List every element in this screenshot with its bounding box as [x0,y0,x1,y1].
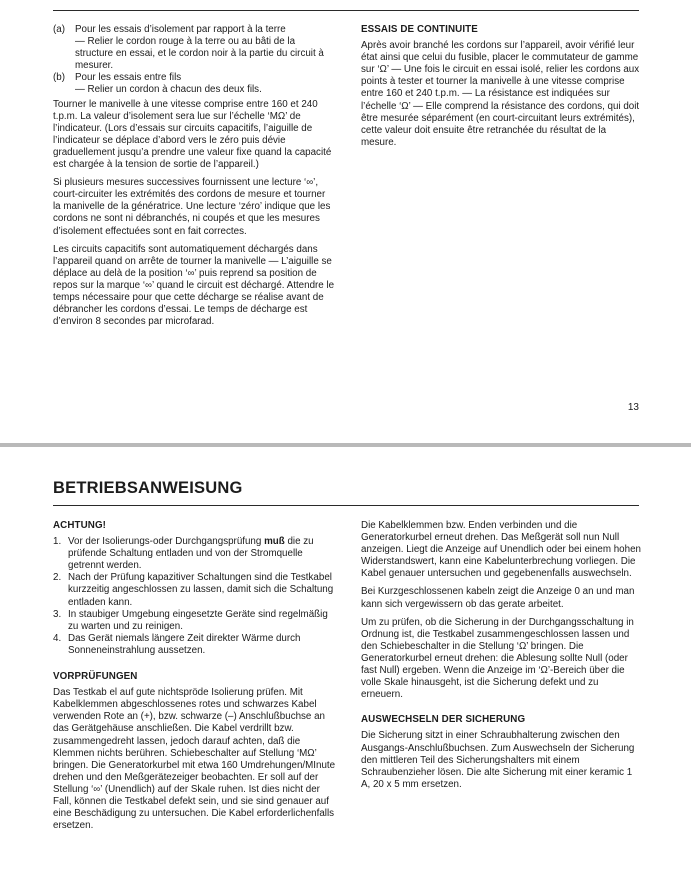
achtung-item [53,536,337,572]
continuity-heading: ESSAIS DE CONTINUITE [361,24,478,35]
page-13 [0,0,691,443]
item-a-text: Pour les essais d’isolement par rapport à la terre [75,24,286,35]
vorpruefungen-heading: VORPRÜFUNGEN [53,671,138,683]
achtung-item-text: In staubiger Umgebung eingesetzte Geräte sind regelmäßig zu warten und zu reinigen. [68,608,328,632]
page-title: BETRIEBSANWEISUNG [53,479,243,497]
paragraph-short-circuit: Bei Kurzgeschlossenen kabeln zeigt die Anzeige 0 an und man kann sich vergewissern ob das gerate arbeitet. [361,586,635,610]
achtung-item-number: 2. [53,572,62,584]
achtung-item [53,609,337,633]
operating-instructions-page [0,447,691,888]
paragraph-cable-check: Die Kabelklemmen bzw. Enden verbinden und die Generatorkurbel erneut drehen. Das Meßgerät soll nun Null anzeigen. Liegt die Anzeige auf Unendlich oder bei einem hohen Widerstandswert, kann eine Kabelunterbrechung vorliegen. Die Kabel genauer untersuchen und gegebenenfalls auswechseln. [361,520,641,580]
title-rule [53,505,639,506]
item-a-marker: (a) [53,24,65,35]
sicherung-heading: AUSWECHSELN DER SICHERUNG [361,714,526,726]
achtung-item-text: Das Gerät niemals längere Zeit direkter Wärme durch Sonneneinstrahlung aussetzen. [68,632,301,656]
item-b-sub: — Relier un cordon à chacun des deux fils. [75,84,262,96]
achtung-item-emphasis: muß [264,536,285,548]
top-rule [53,10,639,11]
paragraph-infinity-reading: Si plusieurs mesures successives fournissent une lecture ‘∞’, court-circuiter les extrémités des cordons de mesure et tourner la manivelle de la génératrice. Une lecture ‘zéro’ indique que les cordons ne sont ni débranchés, ni coupés et que les mesures d’isolement effectuées sont en fait correctes. [53,177,331,237]
paragraph-fuse-check: Um zu prüfen, ob die Sicherung in der Durchgangsschaltung in Ordnung ist, die Testkabel zusammengeschlossen lassen und den Schiebeschalter in die Stellung ‘Ω’ bringen. Die Generatorkurbel erneut drehen: die Ablesung sollte Null (oder fast Null) ergeben. Wenn die Anzeige im ‘Ω’-Bereich über die volle Skale hinausgeht, ist die Sicherung defekt und zu erneuern. [361,616,634,701]
paragraph-capacitive-discharge: Les circuits capacitifs sont automatiquement déchargés dans l’appareil quand on arrête de tourner la manivelle — L’aiguille se déplace au delà de la position ‘∞’ puis reprend sa position de repos sur la marque ‘∞’ quand le circuit est déchargé. Attendre le temps nécessaire pour que cette décharge se réalise avant de débrancher les cordons d’essai. Le temps de décharge est d’environ 8 secondes par microfarad. [53,243,335,328]
achtung-item-number: 3. [53,608,62,620]
paragraph-vorpruefungen: Das Testkab el auf gute nichtspröde Isolierung prüfen. Mit Kabelklemmen abgeschlossenes rotes und schwarzes Kabel verwenden Rote an (+), bzw. schwarze (–) Anschlußbuchse an das Gerätgehäuse anschließen. Die Kabel verdrillt bzw. zusammengedreht lassen, jedoch darauf achten, daß die Klemmen nichts berühren. Schiebeschalter auf Stellung ‘MΩ’ bringen. Die Generatorkurbel mit etwa 160 Umdrehungen/MInute drehen und den Meßgerätezeiger beobachten. Er soll auf der Stellung ‘∞’ (Unendlich) auf der Skale ruhen. Ist dies nicht der Fall, können die Testkabel defekt sein, und sie sind genauer auf eine Beschädigung zu untersuchen. Die Kabel erforderlichenfalls ersetzen. [53,687,336,832]
right-column-fr [361,24,641,155]
achtung-item-text: Vor der Isolierungs-oder Durchgangsprüfung muß die zu prüfende Schaltung entladen und von der Stromquelle getrennt werden. [68,536,314,572]
achtung-item [53,633,337,657]
achtung-item-number: 4. [53,632,62,644]
item-a-sub: — Relier le cordon rouge à la terre ou au bâti de la structure en essai, et le cordon noir à la partie du circuit à mesurer. [75,36,324,72]
item-b-text: Pour les essais entre fils [75,72,182,84]
list-item-b [53,72,335,96]
paragraph-insulation-reading: Tourner le manivelle à une vitesse comprise entre 160 et 240 t.p.m. La valeur d’isolement sera lue sur l’échelle ‘MΩ’ de l’indicateur. (Lors d’essais sur circuits capacitifs, l’aiguille de l’indicateur se déplace d’abord vers le zéro puis dévie graduellement jusqu’a prendre une valeur fixe quand la capacité est chargée à la tension de sortie de l’appareil.) [53,98,332,171]
achtung-item-number: 1. [53,536,62,548]
paragraph-sicherung: Die Sicherung sitzt in einer Schraubhalterung zwischen den Ausgangs-Anschlußbuchsen. Zum Auswechseln der Sicherung den mittleren Teil des Sicherungshalters mit einem Schraubenzieher lösen. Die alte Sicherung mit einer keramic 1 A, 20 x 5 mm ersetzen. [361,730,635,790]
left-column-fr [53,24,335,334]
achtung-item-text: Nach der Prüfung kapazitiver Schaltungen sind die Testkabel kurzzeitig angeschlossen zu lassen, damit sich die Schaltung entladen kann. [68,572,334,608]
left-column-de [53,520,337,838]
achtung-item [53,572,337,608]
achtung-heading: ACHTUNG! [53,520,107,531]
page-number: 13 [627,402,639,413]
list-item-a [53,24,335,72]
right-column-de [361,520,643,797]
item-b-marker: (b) [53,72,65,84]
paragraph-continuity: Après avoir branché les cordons sur l’appareil, avoir vérifié leur état ainsi que celui du fusible, placer le commutateur de gamme sur ‘Ω’ — Une fois le circuit en essai isolé, relier les cordons aux points à tester et tourner la manivelle à une vitesse comprise entre 160 et 240 t.p.m. — La résistance est indiquées sur l’échelle ‘Ω’ — Elle comprend la résistance des cordons, qui doit être mesurée séparément (en court-circuitant leurs extrémités), cette valeur doit ensuite être retranchée du résultat de la mesure. [361,40,640,148]
achtung-list [53,536,337,657]
